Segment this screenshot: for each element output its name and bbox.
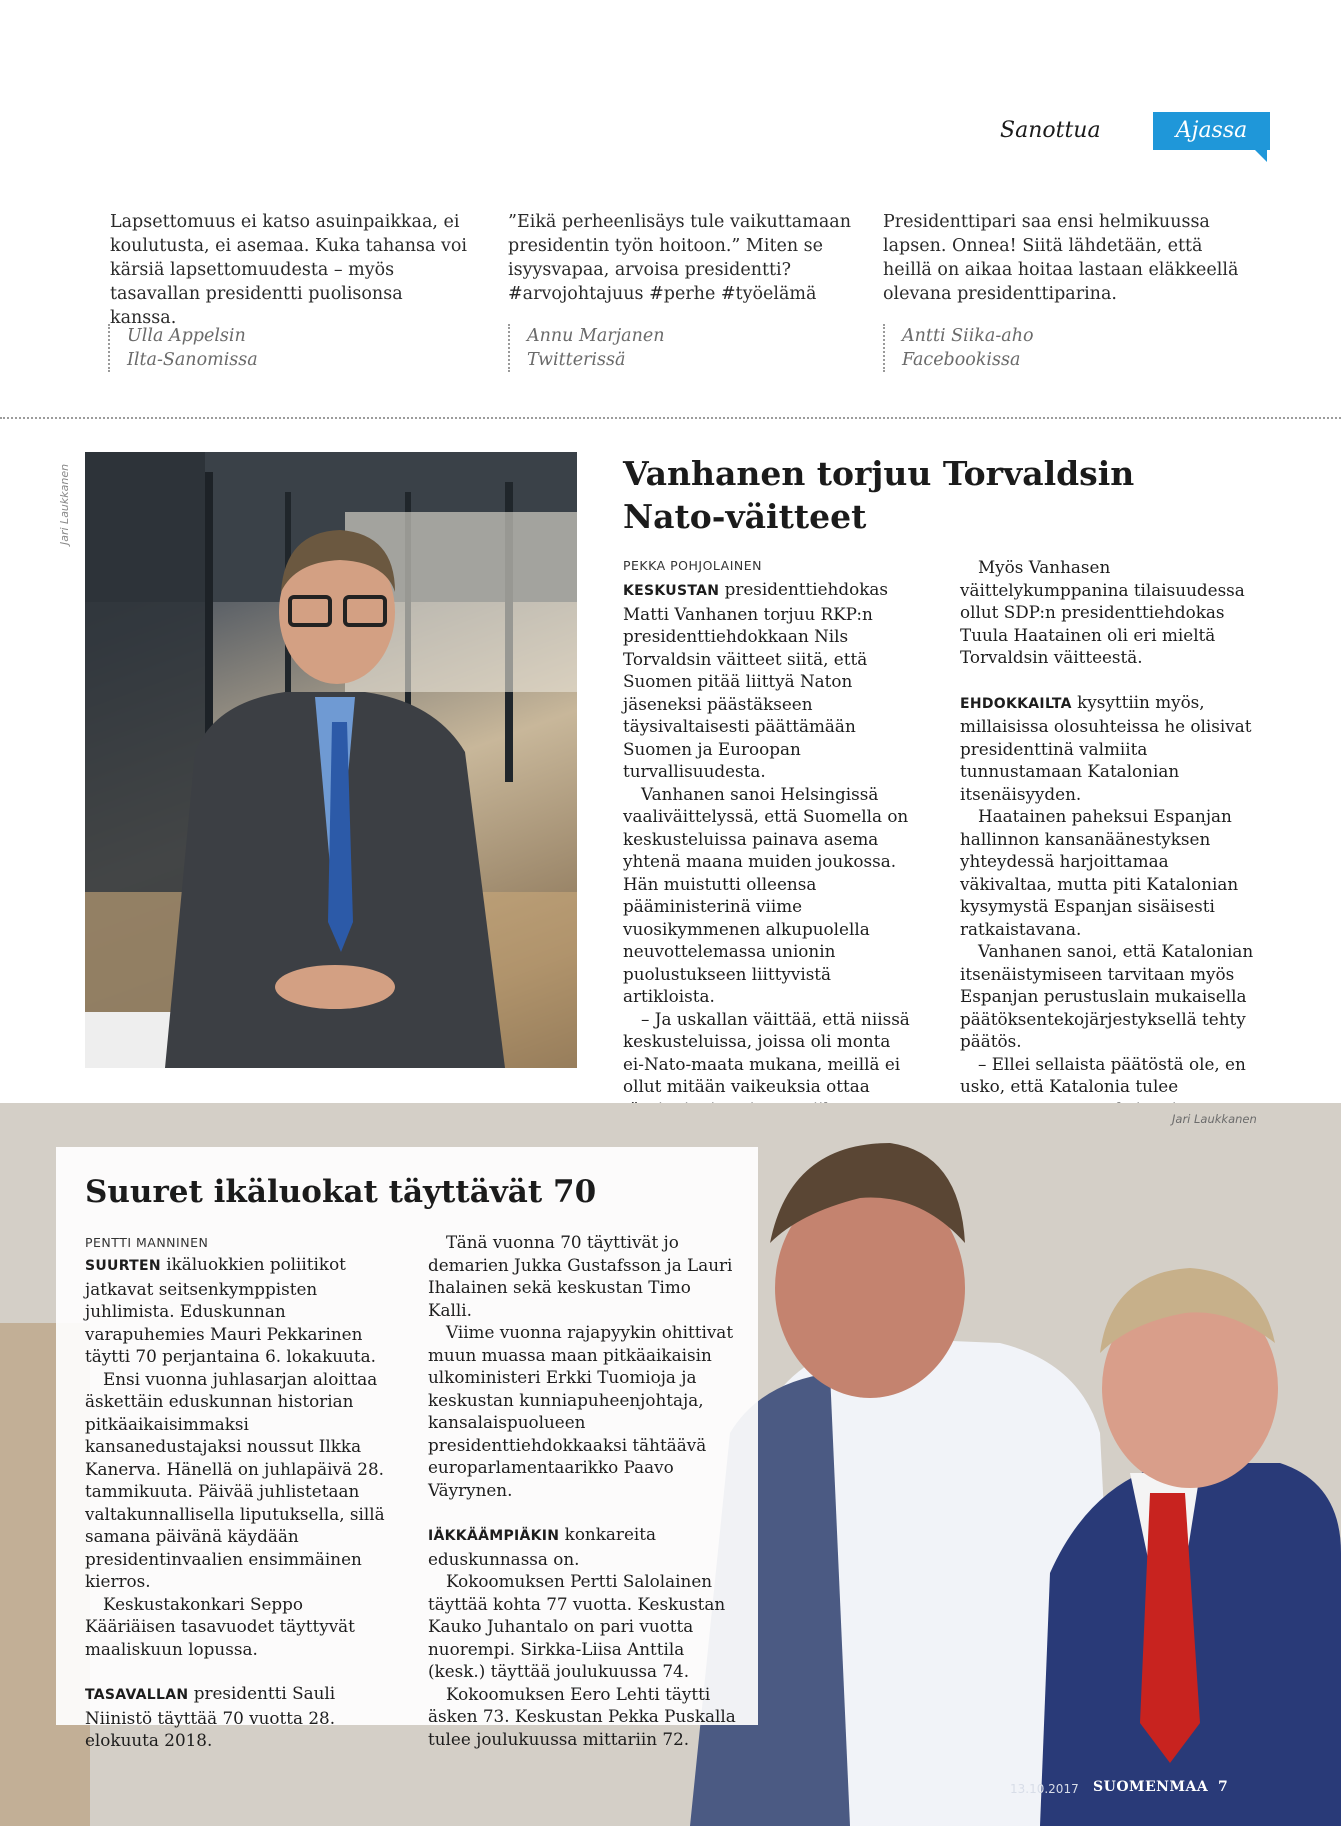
quote-source-2 [508,324,665,372]
quote-text: Presidenttipari saa ensi helmikuussa lapsen. Onnea! Siitä lähdetään, että heillä on aikaa hoitaa lastaan eläkkeellä olevana presidenttiparina. [883,212,1239,304]
article2-headline: Suuret ikäluokat täyttävät 70 [85,1174,597,1210]
paragraph: presidenttiehdokas Matti Vanhanen torjuu RKP:n presidenttiehdokkaan Nils Torvaldsin väitteet siitä, että Suomen pitää liittyä Naton jäseneksi päästäkseen täysivaltaisesti päättämään Suomen ja Euroopan turvallisuudesta. [623,579,888,781]
quote-author: Antti Siika-aho [902,326,1034,346]
footer-date: 13.10.2017 [1010,1782,1079,1796]
paragraph: Ensi vuonna juhlasarjan aloittaa äskettäin eduskunnan historian pitkäaikaisimmaksi kansanedustajaksi noussut Ilkka Kanerva. Hänellä on juhlapäivä 28. tammikuuta. Päivää juhlistetaan valtakunnallisella liputuksella, sillä samana päivänä käydään presidentinvaalien ensimmäinen kierros. [85,1368,385,1591]
quote-source-1 [108,324,258,372]
paragraph: ikäluokkien poliitikot jatkavat seitsenkymppisten juhlimista. Eduskunnan varapuhemies Mauri Pekkarinen täytti 70 perjantaina 6. lokakuuta. [85,1254,376,1366]
quote-2 [508,210,868,306]
paragraph: kysyttiin myös, millaisissa olosuhteissa he olisivat presidenttinä valmiita tunnustamaan Katalonian itsenäisyyden. [960,691,1252,804]
paragraph: Kokoomuksen Eero Lehti täytti äsken 73. Keskustan Pekka Puskalla tulee joulukuussa mittariin 72. [428,1683,736,1749]
quote-source-3 [883,324,1034,372]
quote-1 [110,210,470,330]
paragraph: – Ja uskallan väittää, että niissä keskusteluissa, joissa oli monta ei-Nato-maata mukana, meillä ei ollut mitään vaikeuksia ottaa [623,1008,910,1096]
photo-vanhanen [85,452,577,1068]
paragraph: Tänä vuonna 70 täyttivät jo demarien Jukka Gustafsson ja Lauri Ihalainen sekä keskustan Timo Kalli. [428,1232,733,1320]
quote-outlet: Twitterissä [527,350,626,370]
article2-col-2 [428,1231,738,1750]
lead-word: IÄKKÄÄMPIÄKIN [428,1528,560,1544]
paragraph: Myös Vanhasen väittelykumppanina tilaisuudessa ollut SDP:n presidenttiehdokas Tuula Haatainen oli eri mieltä Torvaldsin väitteestä. [960,557,1245,667]
photo-credit-politicians: Jari Laukkanen [1172,1112,1257,1126]
quote-outlet: Facebookissa [902,350,1021,370]
footer-magazine: SUOMENMAA [1093,1779,1209,1795]
paragraph: presidentti Sauli Niinistö täyttää 70 vuotta 28. elokuuta 2018. [85,1683,336,1750]
article2-col-1 [85,1253,395,1752]
paragraph: Viime vuonna rajapyykin ohittivat muun muassa maan pitkäaikaisin ulkoministeri Erkki Tuomioja ja keskustan kunniapuheenjohtaja, kansalaispuolueen presidenttiehdokkaaksi tähtäävä europarlamentaarikko Paavo Väyrynen. [428,1322,734,1500]
lead-word: EHDOKKAILTA [960,695,1072,712]
lead-word: TASAVALLAN [85,1687,189,1703]
headline-line-1: Vanhanen torjuu Torvaldsin [623,454,1135,493]
quote-text: ”Eikä perheenlisäys tule vaikuttamaan presidentin työn hoitoon.” Miten se isyysvapaa, arvoisa presidentti? #arvojohtajuus #perhe #työelämä [508,212,851,304]
article1-col-1 [623,578,913,1165]
lead-word: KESKUSTAN [623,583,720,599]
paragraph: Haatainen paheksui Espanjan hallinnon kansanäänestyksen yhteydessä harjoittamaa väkivaltaa, mutta piti Katalonian kysymystä Espanjan sisäisesti ratkaistavana. [960,806,1239,939]
section-name: Sanottua [1000,118,1101,143]
paragraph: – Ellei sellaista päätöstä ole, en usko, että Katalonia tulee [960,1053,1246,1096]
quote-author: Ulla Appelsin [127,326,246,346]
article1-headline [623,452,1134,538]
photo-illustration [85,452,577,1068]
quote-author: Annu Marjanen [527,326,665,346]
quote-text: Lapsettomuus ei katso asuinpaikkaa, ei koulutusta, ei asemaa. Kuka tahansa voi kärsiä lapsettomuudesta – myös tasavallan presidentti puolisonsa kanssa. [110,212,468,328]
paragraph: konkareita eduskunnassa on. [428,1524,656,1569]
section-divider [0,417,1341,419]
paragraph: Vanhanen sanoi Helsingissä vaaliväittelyssä, että Suomella on keskusteluissa painava asema yhtenä maana muiden joukossa. Hän muistutti olleensa pääministerinä viime vuosikymmenen alkupuolella neuvottelemassa unionin puolustukseen liittyvistä artikloista. [623,783,909,1006]
lead-word: SUURTEN [85,1258,161,1274]
headline-line-2: Nato-väitteet [623,497,867,536]
paragraph: Vanhanen sanoi, että Katalonian itsenäistymiseen tarvitaan myös Espanjan perustuslain mukaisella päätöksentekojärjestyksellä tehty päätös. [960,941,1254,1051]
article1-col-2 [960,556,1254,1165]
article1-byline: PEKKA POHJOLAINEN [623,558,763,573]
section-tab-tail [1255,150,1267,162]
paragraph: Kokoomuksen Pertti Salolainen täyttää kohta 77 vuotta. Keskustan Kauko Juhantalo on pari vuotta nuorempi. Sirkka-Liisa Anttila (kesk.) täyttää joulukuussa 74. [428,1571,726,1681]
footer-page-number: 7 [1218,1779,1228,1795]
quote-outlet: Ilta-Sanomissa [127,350,258,370]
quote-3 [883,210,1243,306]
photo-credit-vanhanen: Jari Laukkanen [58,463,71,545]
article2-byline: PENTTI MANNINEN [85,1235,209,1250]
section-tab: Ajassa [1153,112,1270,150]
paragraph: Keskustakonkari Seppo Kääriäisen tasavuodet täyttyvät maaliskuun lopussa. [85,1593,355,1659]
